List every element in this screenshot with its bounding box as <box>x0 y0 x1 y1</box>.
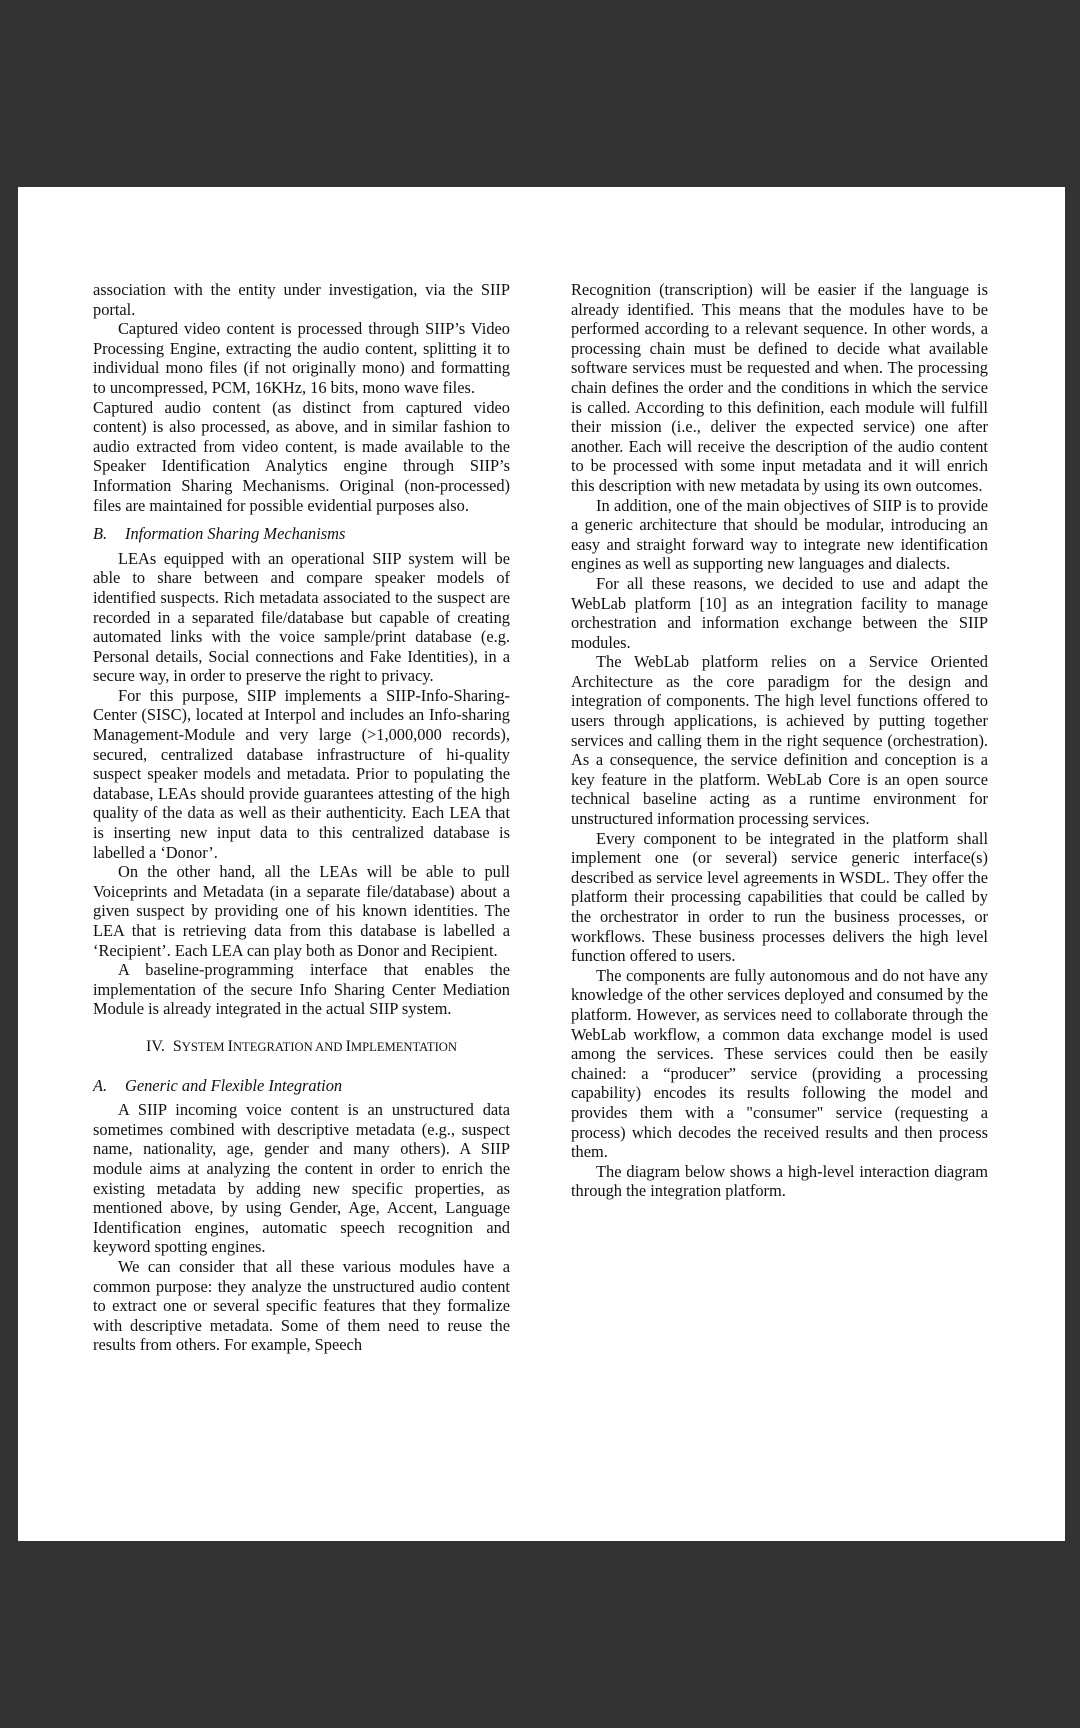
paragraph: A baseline-programming interface that enables the implementation of the secure Info Sharing Center Mediation Module is already integrated in the actual SIIP system. <box>93 960 510 1019</box>
paragraph: On the other hand, all the LEAs will be able to pull Voiceprints and Metadata (in a separate file/database) about a given suspect by providing one of his known identities. The LEA that is retrieving data from this database is labelled a ‘Recipient’. Each LEA can play both as Donor and Recipient. <box>93 862 510 960</box>
section-heading-iv <box>93 1037 510 1058</box>
paragraph: We can consider that all these various modules have a common purpose: they analyze the unstructured audio content to extract one or several specific features that they formalize with descriptive metadata. Some of them need to reuse the results from others. For example, Speech <box>93 1256 510 1355</box>
paragraph: For this purpose, SIIP implements a SIIP-Info-Sharing-Center (SISC), located at Interpol and includes an Info-sharing Management-Module and very large (>1,000,000 records), secured, centralized database infrastructure of hi-quality suspect speaker models and metadata. Prior to populating the database, LEAs should provide guarantees attesting of the high quality of the data as well as their authenticity. Each LEA that is inserting new input data to this centralized database is labelled a ‘Donor’. <box>93 685 510 862</box>
paragraph: Recognition (transcription) will be easier if the language is already identified. This means that the modules have to be performed according to a relevant sequence. In other words, a processing chain must be defined to decide what available software services must be requested and when. The processing chain defines the order and the conditions in which the service is called. According to this definition, each module will fulfill their mission (i.e., deliver the expected service) one after another. Each will receive the description of the audio content to be processed with some input metadata and it will enrich this description with new metadata by using its own outcomes. <box>571 280 988 495</box>
right-column <box>571 280 988 1201</box>
paragraph: association with the entity under investigation, via the SIIP portal. <box>93 280 510 319</box>
paragraph: Captured audio content (as distinct from captured video content) is also processed, as above, and in similar fashion to audio extracted from video content, is made available to the Speaker Identification Analytics engine through SIIP’s Information Sharing Mechanisms. Original (non-processed) files are maintained for possible evidential purposes also. <box>93 397 510 515</box>
subsection-title: Generic and Flexible Integration <box>125 1075 343 1095</box>
section-number: IV. <box>146 1037 165 1055</box>
paragraph: For all these reasons, we decided to use and adapt the WebLab platform [10] as an integration facility to manage orchestration and information exchange between the SIIP modules. <box>571 573 988 652</box>
paragraph: Captured video content is processed through SIIP’s Video Processing Engine, extracting the audio content, splitting it to individual mono files (if not originally mono) and formatting to uncompressed, PCM, 16KHz, 16 bits, mono wave files. <box>93 319 510 397</box>
subsection-number: B. <box>93 524 108 544</box>
subsection-heading-a <box>93 1076 510 1096</box>
paragraph: A SIIP incoming voice content is an unstructured data sometimes combined with descriptive metadata (e.g., suspect name, nationality, age, gender and many others). A SIIP module aims at analyzing the content in order to enrich the existing metadata by adding new specific properties, as mentioned above, by using Gender, Age, Accent, Language Identification engines, automatic speech recognition and keyword spotting engines. <box>93 1100 510 1257</box>
subsection-heading-b <box>93 524 510 544</box>
section-title: SYSTEM INTEGRATION AND IMPLEMENTATION <box>172 1037 457 1055</box>
paragraph: The diagram below shows a high-level interaction diagram through the integration platform. <box>571 1161 988 1201</box>
subsection-number: A. <box>93 1075 108 1095</box>
document-page <box>18 187 1065 1541</box>
left-column <box>93 280 510 1355</box>
paragraph: The WebLab platform relies on a Service Oriented Architecture as the core paradigm for the design and integration of components. The high level functions offered to users through applications, is achieved by putting together services and calling them in the right sequence (orchestration). As a consequence, the service definition and conception is a key feature in the platform. WebLab Core is an open source technical baseline acting as a runtime environment for unstructured information processing services. <box>571 652 988 829</box>
paragraph: In addition, one of the main objectives of SIIP is to provide a generic architecture that should be modular, introducing an easy and straight forward way to integrate new identification engines as well as supporting new languages and dialects. <box>571 495 988 574</box>
subsection-title: Information Sharing Mechanisms <box>125 524 346 544</box>
paragraph: Every component to be integrated in the platform shall implement one (or several) service generic interface(s) described as service level agreements in WSDL. They offer the platform their processing capabilities that could be called by the orchestrator in order to run the business processes, or workflows. These business processes delivers the high level function offered to users. <box>571 828 988 966</box>
paragraph: The components are fully autonomous and do not have any knowledge of the other services deployed and consumed by the platform. However, as services need to collaborate through the WebLab workflow, a common data exchange model is used among the services. These services could then be easily chained: a “producer” service (providing a processing capability) encodes its results following the model and provides them with a "consumer" service (requesting a process) which decodes the received results and then process them. <box>571 965 988 1162</box>
paragraph: LEAs equipped with an operational SIIP system will be able to share between and compare speaker models of identified suspects. Rich metadata associated to the suspect are recorded in a separated file/database but capable of creating automated links with the voice sample/print database (e.g. Personal details, Social connections and Fake Identities), in a secure way, in order to preserve the right to privacy. <box>93 548 510 686</box>
